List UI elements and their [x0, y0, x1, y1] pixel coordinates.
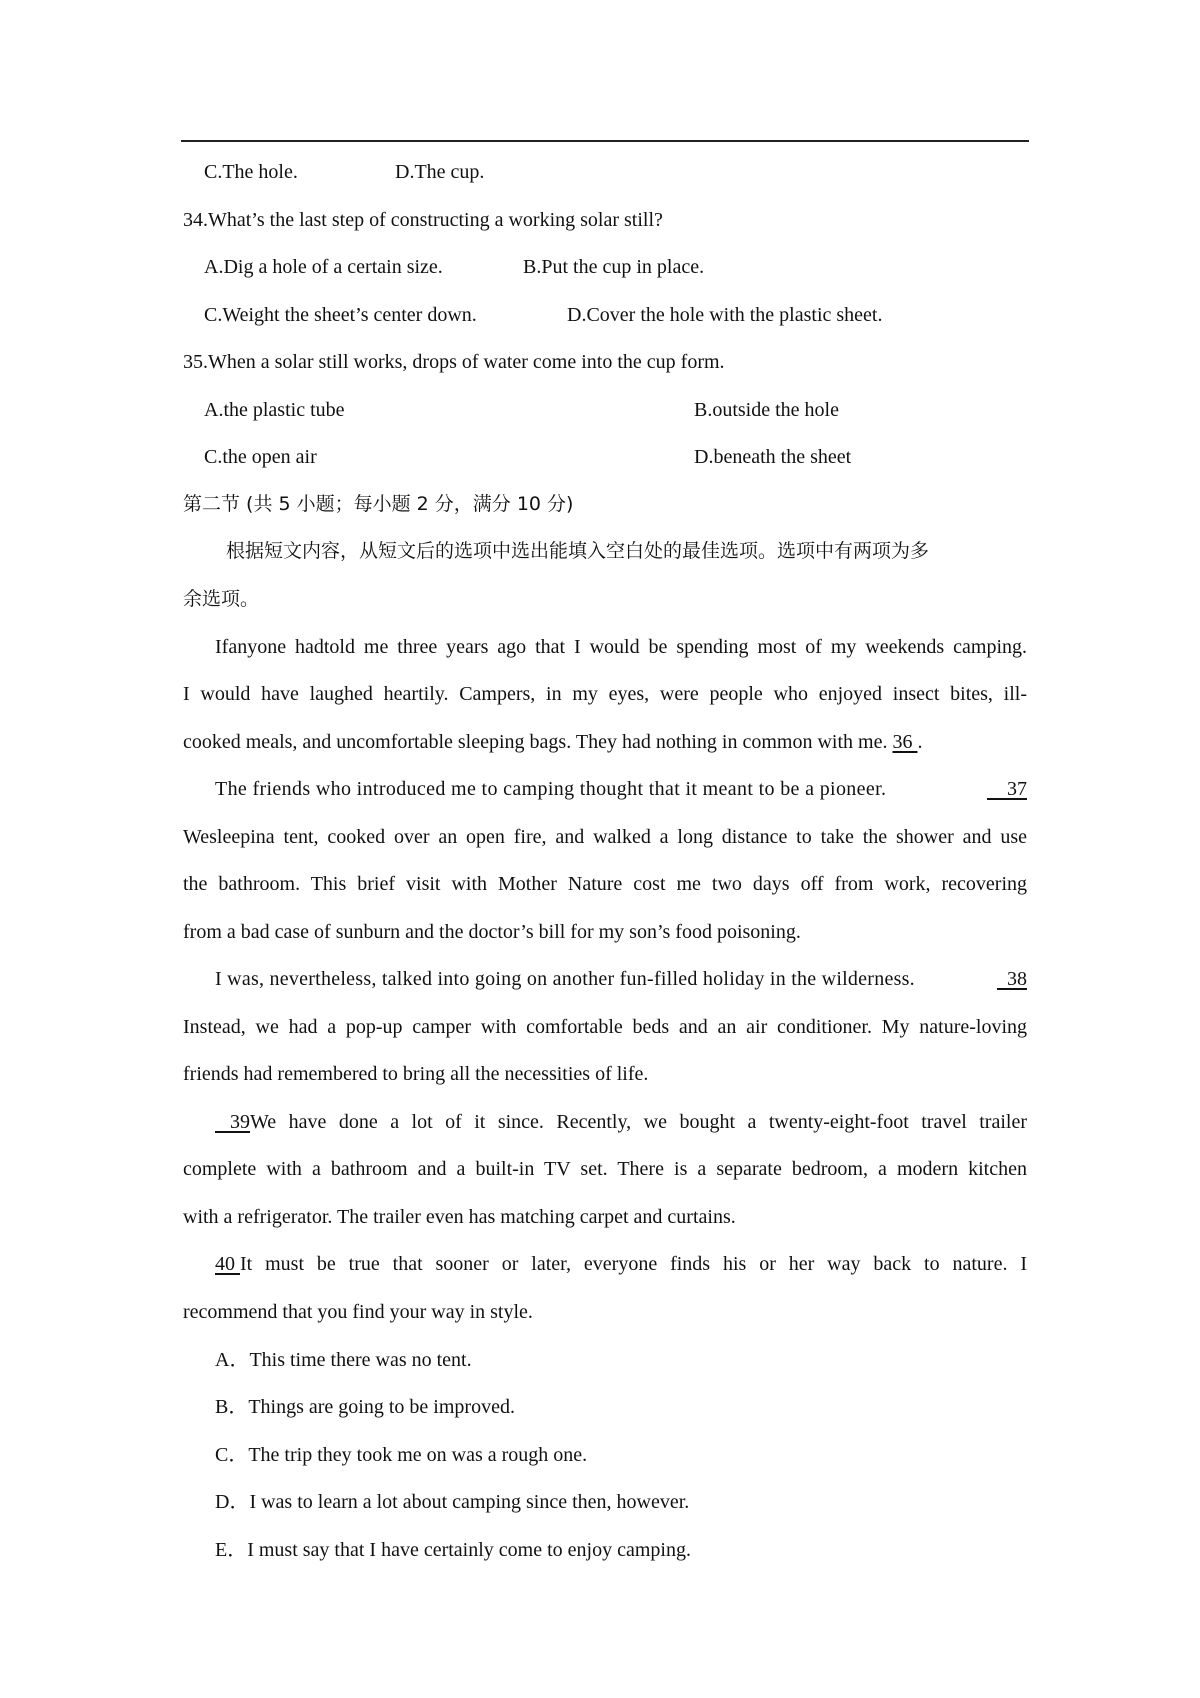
passage-p2-line1	[215, 775, 1027, 803]
q33-option-d: D.The cup.	[395, 161, 485, 183]
q35-option-a: A.the plastic tube	[204, 399, 345, 421]
passage-p1-line3-text: cooked meals, and uncomfortable sleeping bags. They had nothing in common with me.	[183, 731, 893, 753]
passage-p1-line3	[183, 728, 1027, 756]
choice-b: B．Things are going to be improved.	[215, 1396, 515, 1418]
q34-option-c: C.Weight the sheet’s center down.	[204, 304, 477, 326]
passage-p5-line2: recommend that you find your way in style.	[183, 1301, 533, 1323]
passage-p3-line1-text: I was, nevertheless, talked into going on another fun-filled holiday in the wilderness.	[215, 968, 921, 990]
passage-p1-line1: Ifanyone hadtold me three years ago that I would be spending most of my weekends camping.	[215, 636, 1027, 658]
q33-option-c: C.The hole.	[204, 161, 298, 183]
passage-p3-line3: friends had remembered to bring all the necessities of life.	[183, 1063, 649, 1085]
choice-a: A．This time there was no tent.	[215, 1349, 472, 1371]
q35-question: 35.When a solar still works, drops of water come into the cup form.	[183, 351, 725, 373]
q35-option-b: B.outside the hole	[694, 399, 839, 421]
section2-instruction-line1: 根据短文内容，从短文后的选项中选出能填入空白处的最佳选项。选项中有两项为多	[226, 540, 930, 562]
passage-p2-line1-text: The friends who introduced me to camping thought that it meant to be a pioneer.	[215, 778, 892, 800]
passage-p4-line3: with a refrigerator. The trailer even has matching carpet and curtains.	[183, 1206, 736, 1228]
choice-c: C．The trip they took me on was a rough one.	[215, 1444, 588, 1466]
blank-36: 36	[892, 731, 918, 753]
passage-p2-line2: Wesleepina tent, cooked over an open fire, and walked a long distance to take the shower and use	[183, 826, 1027, 848]
choice-e: E．I must say that I have certainly come to enjoy camping.	[215, 1539, 691, 1561]
passage-p2-line4: from a bad case of sunburn and the doctor’s bill for my son’s food poisoning.	[183, 921, 801, 943]
blank-40: 40	[215, 1253, 240, 1275]
passage-p3-line1	[215, 965, 1027, 993]
passage-p1-line2: I would have laughed heartily. Campers, in my eyes, were people who enjoyed insect bites, ill-	[183, 683, 1027, 705]
passage-p5-line1	[215, 1250, 1027, 1278]
passage-p1-line3-end: .	[917, 731, 923, 753]
q34-option-b: B.Put the cup in place.	[523, 256, 705, 278]
section2-heading: 第二节 (共 5 小题；每小题 2 分，满分 10 分)	[183, 493, 574, 515]
passage-p3-line2: Instead, we had a pop-up camper with comfortable beds and an air conditioner. My nature-loving	[183, 1016, 1027, 1038]
q34-option-a: A.Dig a hole of a certain size.	[204, 256, 443, 278]
section2-instruction-line2: 余选项。	[183, 588, 260, 610]
passage-p5-line1-text: It must be true that sooner or later, everyone finds his or her way back to nature. I	[240, 1253, 1027, 1275]
q35-option-c: C.the open air	[204, 446, 317, 468]
passage-p4-line2: complete with a bathroom and a built-in TV set. There is a separate bedroom, a modern kitchen	[183, 1158, 1027, 1180]
passage-p4-line1	[215, 1108, 1027, 1136]
choice-d: D．I was to learn a lot about camping since then, however.	[215, 1491, 690, 1513]
header-rule	[181, 140, 1029, 142]
passage-p2-line3: the bathroom. This brief visit with Mother Nature cost me two days off from work, recovering	[183, 873, 1027, 895]
q35-option-d: D.beneath the sheet	[694, 446, 852, 468]
blank-39: 39	[215, 1111, 250, 1133]
q34-option-d: D.Cover the hole with the plastic sheet.	[567, 304, 883, 326]
blank-38: 38	[997, 968, 1027, 990]
blank-37: 37	[987, 778, 1027, 800]
q34-question: 34.What’s the last step of constructing a working solar still?	[183, 209, 663, 231]
passage-p4-line1-text: We have done a lot of it since. Recently, we bought a twenty-eight-foot travel trailer	[250, 1111, 1027, 1133]
